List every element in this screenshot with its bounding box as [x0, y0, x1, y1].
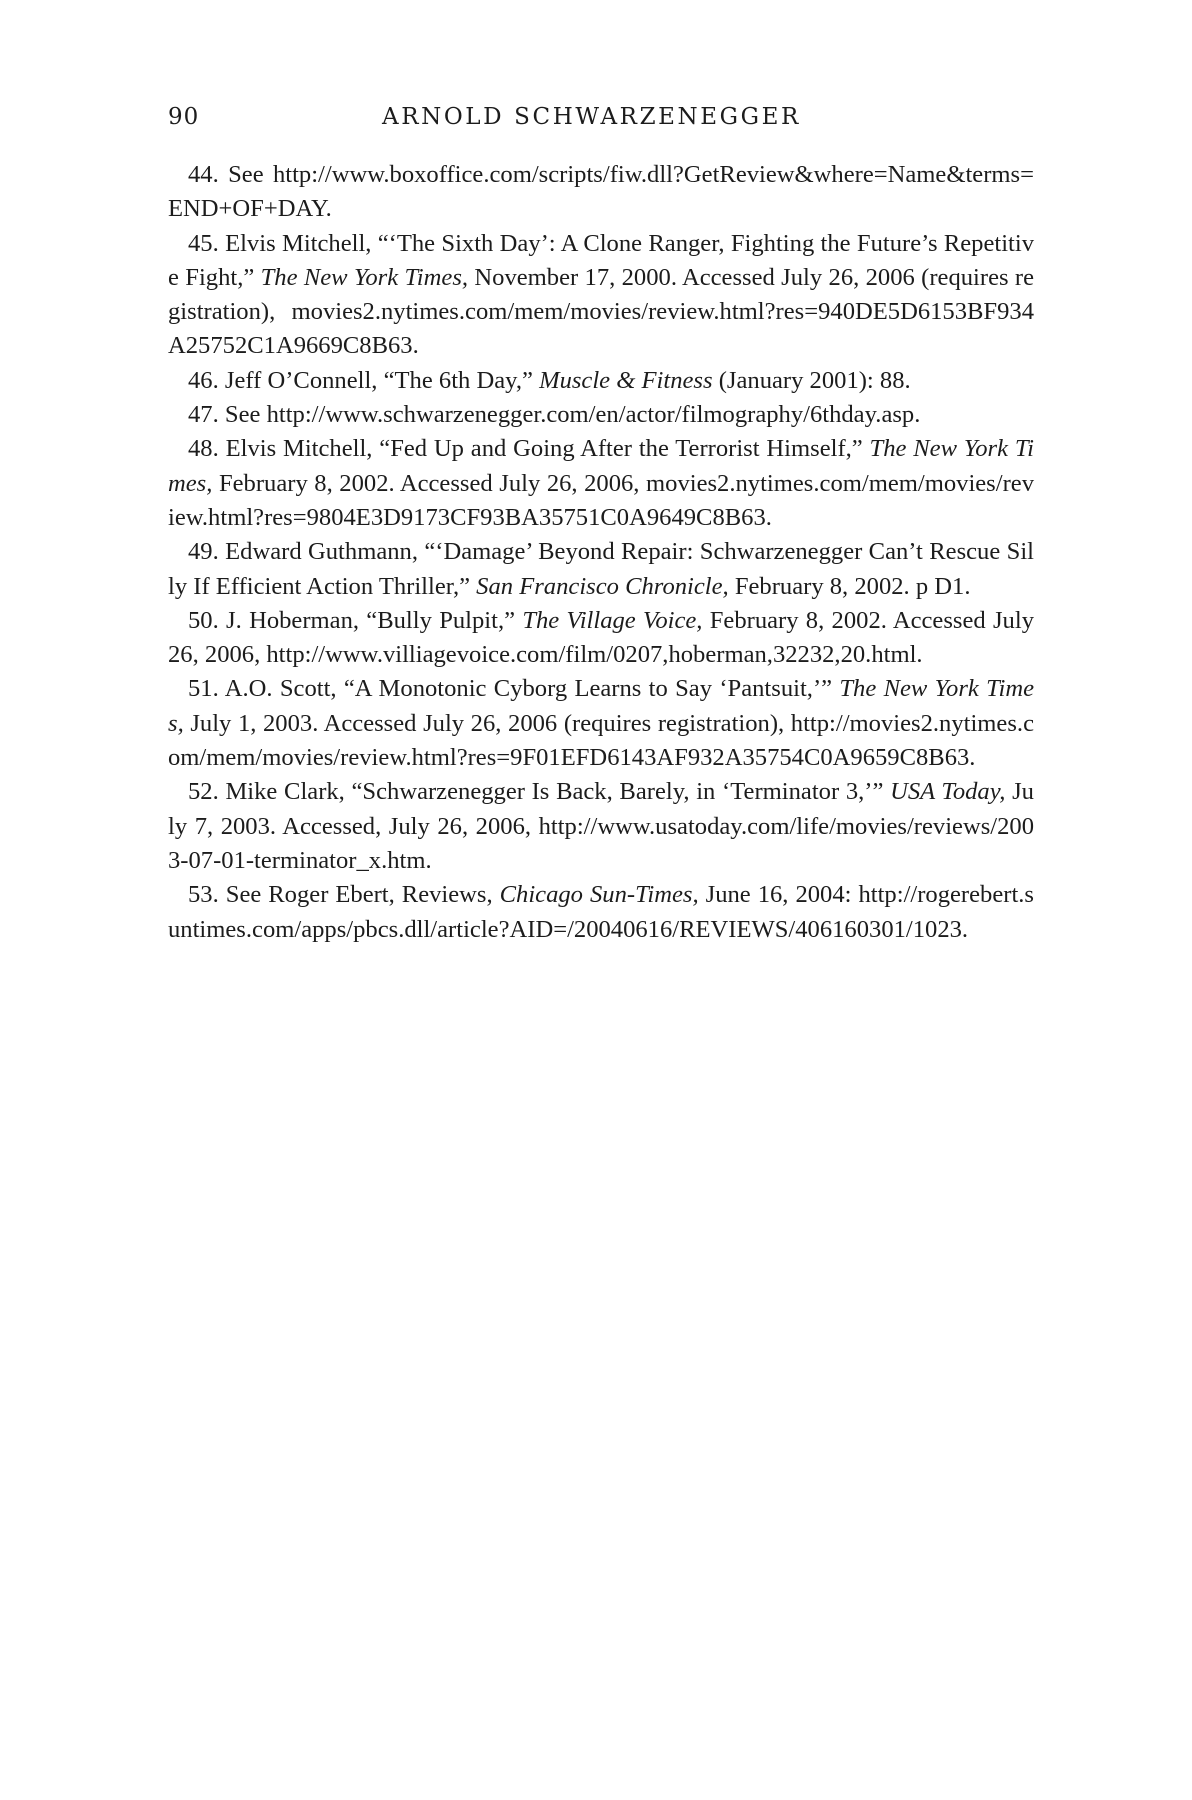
note-text: See Roger Ebert, Reviews,: [225, 881, 500, 909]
publication-title: The New York Times,: [260, 263, 469, 291]
note-text: J. Hoberman, “Bully Pulpit,”: [226, 606, 523, 634]
note-text: See http://www.boxoffice.com/scripts/fiw.dll?GetReview&where=Name&terms=END+OF+DAY.: [168, 161, 1034, 223]
endnote-44: [168, 158, 1034, 227]
publication-title: The New York Times,: [168, 675, 1034, 737]
running-head: [168, 104, 1034, 134]
note-text: Edward Guthmann, “‘Damage’ Beyond Repair: Schwarzenegger Can’t Rescue Silly If Efficient Action Thriller,”: [168, 538, 1034, 600]
publication-title: Muscle & Fitness: [539, 366, 713, 394]
note-text: (January 2001): 88.: [712, 366, 911, 394]
note-text: February 8, 2002. Accessed July 26, 2006, http://www.villiagevoice.com/film/0207,hoberman,32232,20.html.: [168, 606, 1034, 669]
page-number: 90: [168, 104, 200, 130]
publication-title: Chicago Sun-Times,: [499, 881, 699, 909]
note-text: See http://www.schwarzenegger.com/en/actor/filmography/6thday.asp.: [224, 401, 921, 429]
note-number: 47.: [188, 401, 219, 429]
endnote-50: [168, 604, 1034, 673]
note-text: Elvis Mitchell, “‘The Sixth Day’: A Clone Ranger, Fighting the Future’s Repetitive Fight,”: [168, 229, 1034, 291]
note-number: 49.: [188, 538, 219, 566]
note-text: A.O. Scott, “A Monotonic Cyborg Learns to Say ‘Pantsuit,’”: [224, 675, 840, 703]
note-number: 48.: [188, 435, 219, 463]
note-text: Elvis Mitchell, “Fed Up and Going After the Terrorist Himself,”: [225, 435, 870, 463]
note-text: July 7, 2003. Accessed, July 26, 2006, http://www.usatoday.com/life/movies/reviews/2003-07-01-terminator_x.htm.: [168, 778, 1034, 874]
note-number: 51.: [188, 675, 219, 703]
note-number: 44.: [188, 161, 219, 188]
note-text: February 8, 2002. Accessed July 26, 2006, movies2.nytimes.com/mem/movies/review.html?res=9804E3D9173CF93BA35751C0A9649C8B63.: [168, 469, 1034, 531]
note-number: 46.: [188, 366, 219, 394]
endnotes-list: [168, 158, 1034, 947]
book-title: ARNOLD SCHWARZENEGGER: [382, 104, 801, 130]
note-text: Mike Clark, “Schwarzenegger Is Back, Barely, in ‘Terminator 3,’”: [225, 778, 891, 806]
note-text: February 8, 2002. p D1.: [728, 572, 971, 600]
note-number: 52.: [188, 778, 219, 806]
publication-title: The Village Voice,: [522, 606, 703, 634]
endnote-46: [168, 364, 1034, 398]
note-number: 45.: [188, 229, 219, 257]
publication-title: San Francisco Chronicle,: [476, 572, 729, 600]
endnote-49: [168, 535, 1034, 604]
note-text: July 1, 2003. Accessed July 26, 2006 (requires registration), http://movies2.nytimes.com/mem/movies/review.html?res=9F01EFD6143AF932A35754C0A9659C8B63.: [168, 709, 1034, 772]
endnote-52: [168, 775, 1034, 878]
note-number: 50.: [188, 606, 219, 634]
endnote-47: [168, 398, 1034, 432]
note-text: November 17, 2000. Accessed July 26, 2006 (requires registration), movies2.nytimes.com/mem/movies/review.html?res=940DE5D6153BF934A25752C1A9669C8B63.: [168, 263, 1035, 360]
endnote-51: [168, 672, 1034, 775]
publication-title: USA Today,: [890, 778, 1006, 806]
note-text: June 16, 2004: http://rogerebert.suntimes.com/apps/pbcs.dll/article?AID=/20040616/REVIEWS/406160301/1023.: [168, 881, 1034, 943]
publication-title: The New York Times,: [168, 435, 1035, 497]
note-number: 53.: [188, 881, 219, 909]
endnote-53: [168, 878, 1034, 947]
endnote-45: [168, 227, 1034, 364]
note-text: Jeff O’Connell, “The 6th Day,”: [224, 366, 540, 394]
endnote-48: [168, 432, 1034, 535]
